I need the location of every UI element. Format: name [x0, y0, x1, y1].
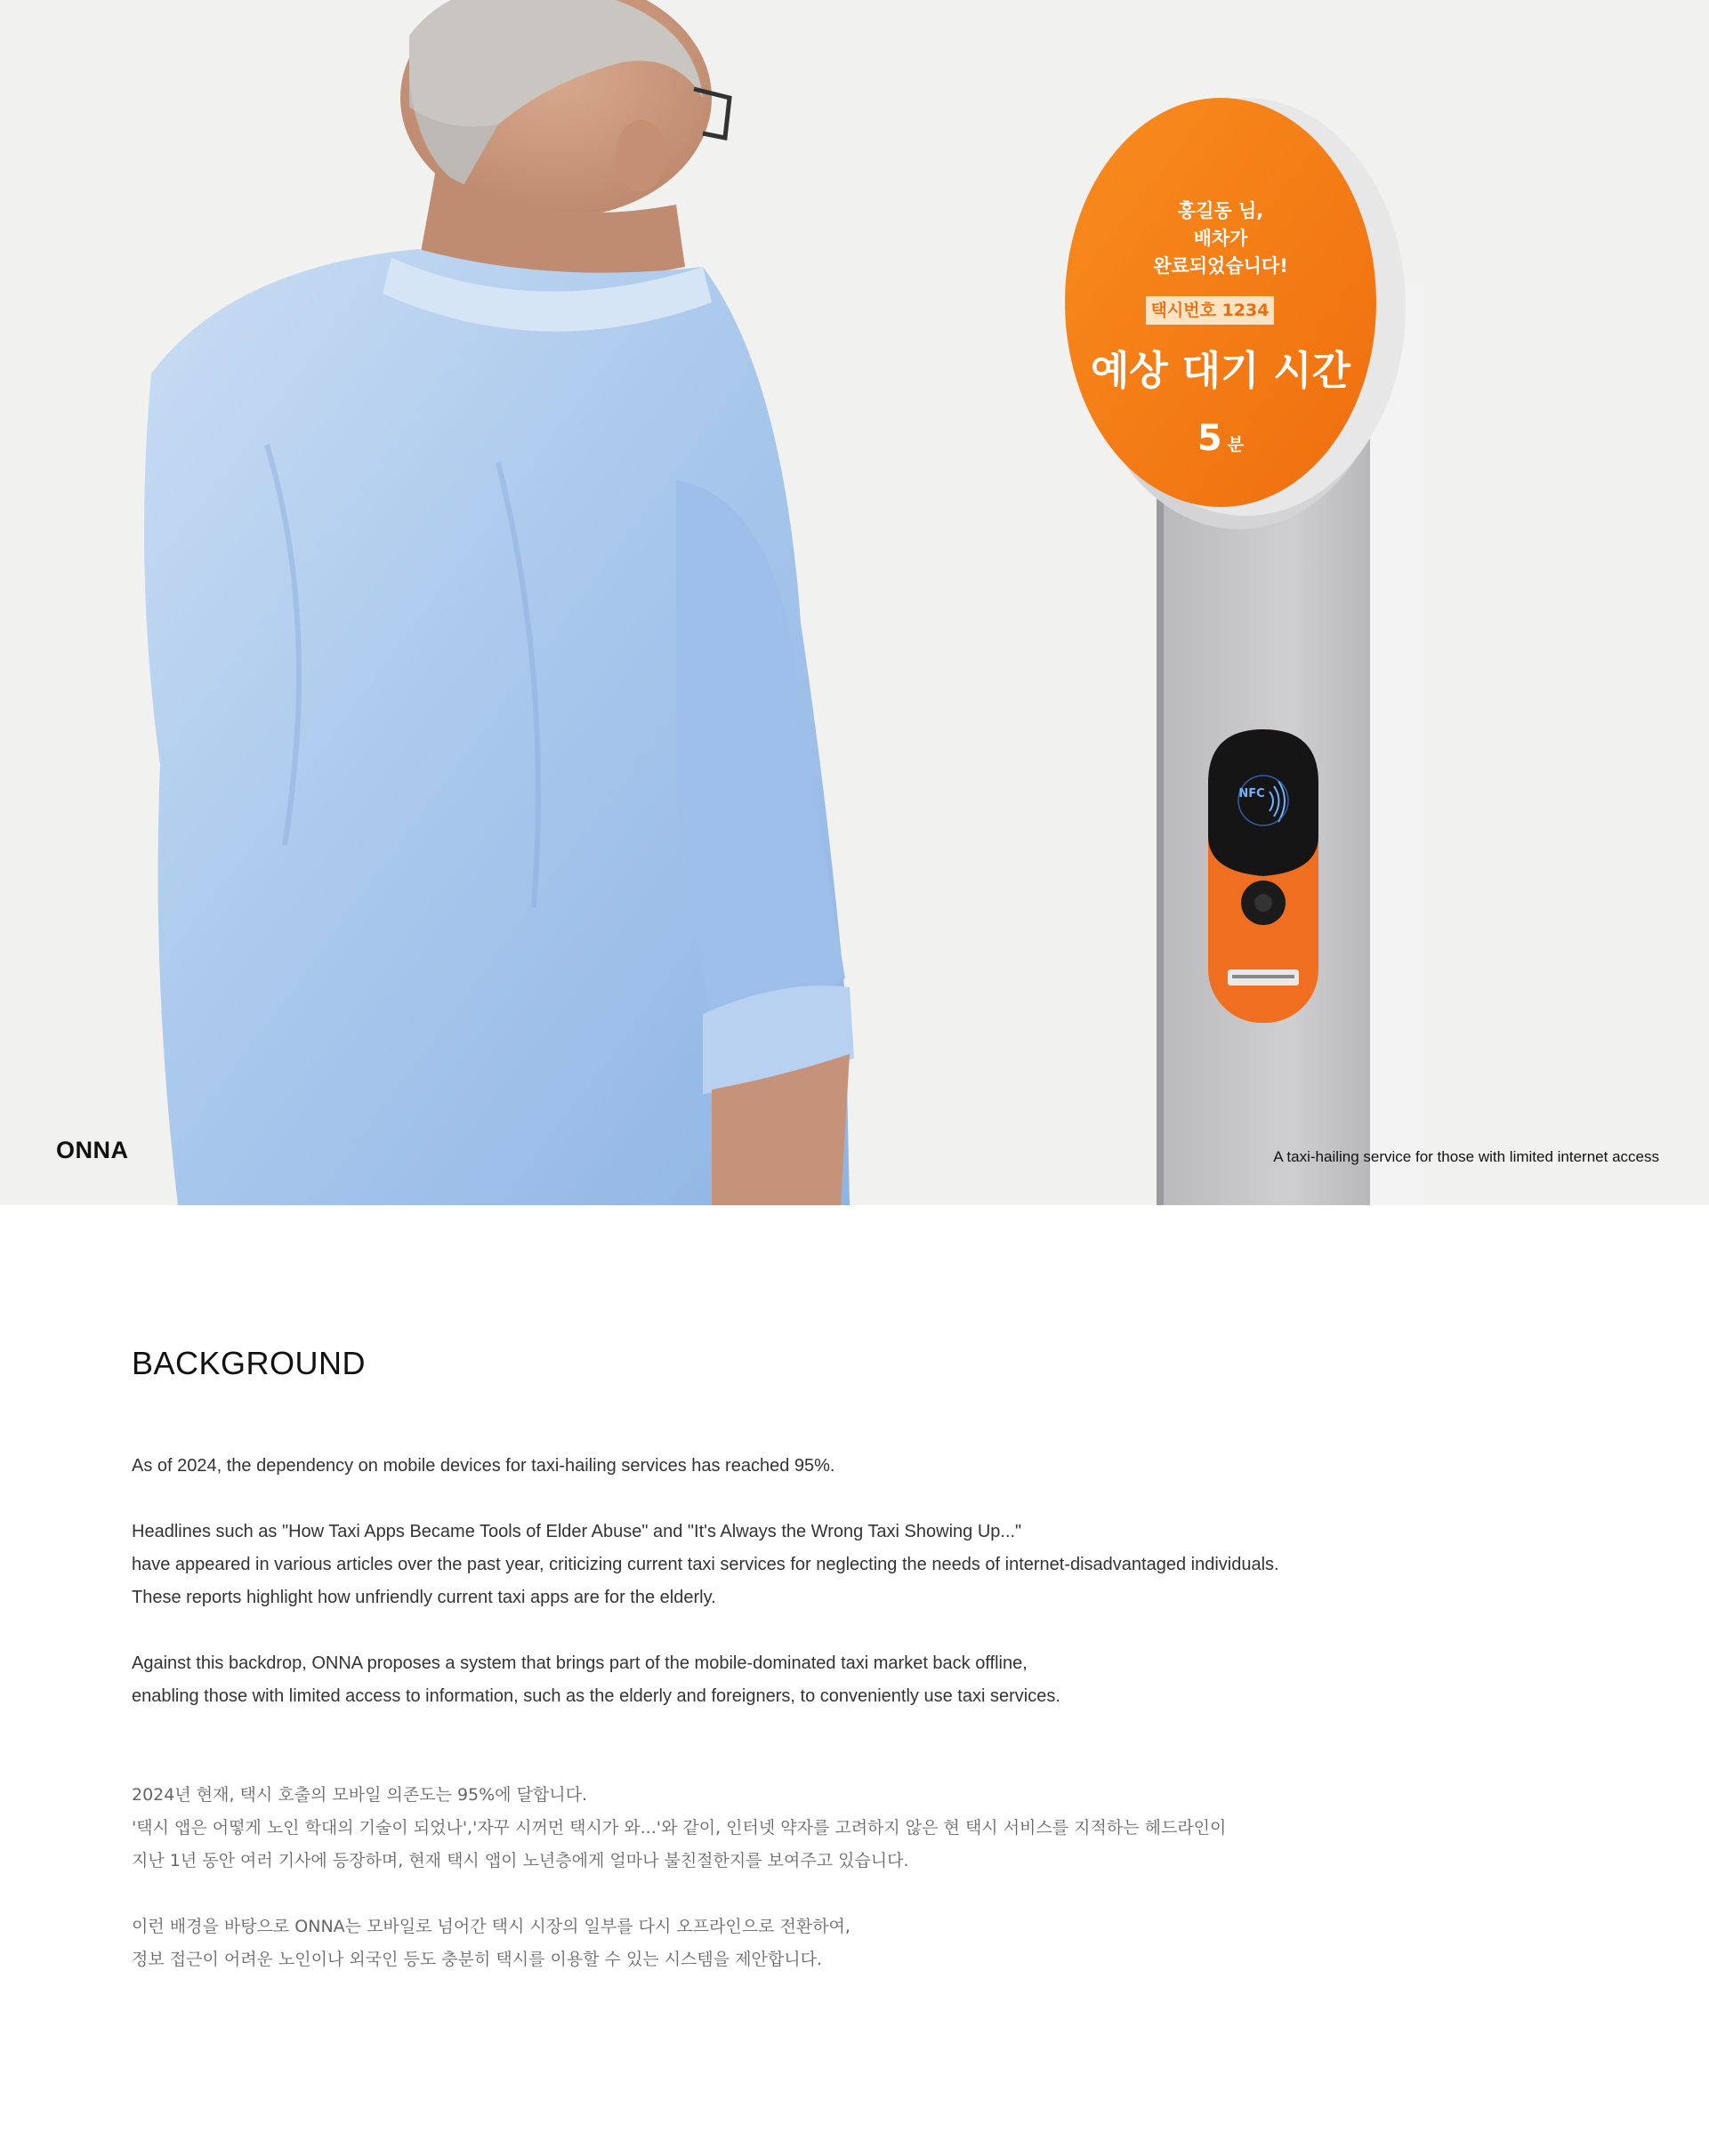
paragraph-line-ko: 이런 배경을 바탕으로 ONNA는 모바일로 넘어간 택시 시장의 일부를 다시 오프라인으로 전환하여,: [132, 1917, 850, 1936]
hero-tagline: A taxi-hailing service for those with limited internet access: [1273, 1148, 1659, 1165]
wait-time-label: 예상 대기 시간: [1090, 347, 1351, 394]
paragraph-line-ko: '택시 앱은 어떻게 노인 학대의 기술이 되었나','자꾸 시꺼먼 택시가 와...'와 같이, 인터넷 약자를 고려하지 않은 현 택시 서비스를 지적하는 헤드라인이: [132, 1818, 1227, 1838]
taxi-number-badge: 택시번호 1234: [1146, 296, 1274, 325]
paragraph-line-ko: 지난 1년 동안 여러 기사에 등장하며, 현재 택시 앱이 노년층에게 얼마나 불친절한지를 보여주고 있습니다.: [132, 1851, 909, 1870]
greeting-line: 홍길동 님,: [1177, 200, 1264, 221]
wait-minutes: 5: [1197, 418, 1222, 459]
man-figure: [144, 0, 854, 1205]
paragraph-line-ko: 정보 접근이 어려운 노인이나 외국인 등도 충분히 택시를 이용할 수 있는 시스템을 제안합니다.: [132, 1950, 822, 1969]
greeting-line: 완료되었습니다!: [1153, 255, 1288, 277]
greeting-line: 배차가: [1193, 228, 1248, 249]
paragraph-line: As of 2024, the dependency on mobile devices for taxi-hailing services has reached 95%.: [132, 1456, 835, 1476]
paragraph-line: enabling those with limited access to information, such as the elderly and foreigners, to conveniently use taxi services.: [132, 1686, 1060, 1706]
background-text: [132, 1450, 1600, 1976]
brand-logo: ONNA: [56, 1137, 129, 1163]
paragraph-line: Against this backdrop, ONNA proposes a system that brings part of the mobile-dominated taxi market back offline,: [132, 1653, 1028, 1673]
section-title: BACKGROUND: [132, 1345, 367, 1381]
wait-time-value: [1132, 418, 1310, 459]
paragraph-line: have appeared in various articles over the past year, criticizing current taxi services for neglecting the needs of internet-disadvantaged individuals.: [132, 1555, 1279, 1574]
paragraph-line: Headlines such as "How Taxi Apps Became Tools of Elder Abuse" and "It's Always the Wrong Taxi Showing Up...": [132, 1522, 1022, 1541]
wait-unit: 분: [1227, 435, 1245, 455]
kiosk-greeting: [1087, 197, 1354, 280]
nfc-icon: NFC: [1238, 787, 1265, 800]
paragraph-line-ko: 2024년 현재, 택시 호출의 모바일 의존도는 95%에 달합니다.: [132, 1785, 588, 1805]
nfc-reader: [1208, 729, 1318, 876]
paragraph-line: These reports highlight how unfriendly current taxi apps are for the elderly.: [132, 1588, 716, 1607]
